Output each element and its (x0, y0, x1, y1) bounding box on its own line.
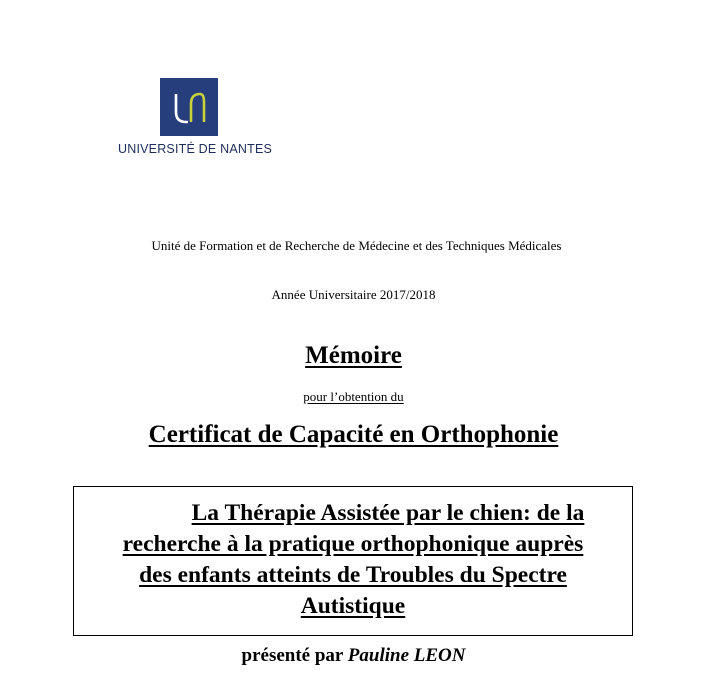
thesis-title-box (73, 486, 633, 636)
thesis-title (74, 498, 632, 622)
university-name: UNIVERSITÉ DE NANTES (118, 142, 273, 156)
author-name: Pauline LEON (347, 645, 466, 666)
memoire-heading: Mémoire (305, 342, 402, 369)
thesis-title-line-4: Autistique (300, 593, 406, 619)
academic-year: Année Universitaire 2017/2018 (271, 287, 436, 302)
certificat-heading: Certificat de Capacité en Orthophonie (148, 421, 559, 448)
thesis-title-line-1: La Thérapie Assistée par le chien: de la (191, 500, 585, 526)
obtention-line: pour l’obtention du (303, 389, 404, 404)
thesis-title-line-2: recherche à la pratique orthophonique auprès (122, 531, 584, 557)
ufr-line: Unité de Formation et de Recherche de Médecine et des Techniques Médicales (151, 238, 562, 253)
un-logo-icon (160, 78, 218, 136)
presented-by (0, 645, 707, 667)
university-logo (160, 78, 218, 136)
presented-by-prefix: présenté par (241, 645, 348, 666)
thesis-title-line-3: des enfants atteints de Troubles du Spectre (139, 562, 567, 588)
